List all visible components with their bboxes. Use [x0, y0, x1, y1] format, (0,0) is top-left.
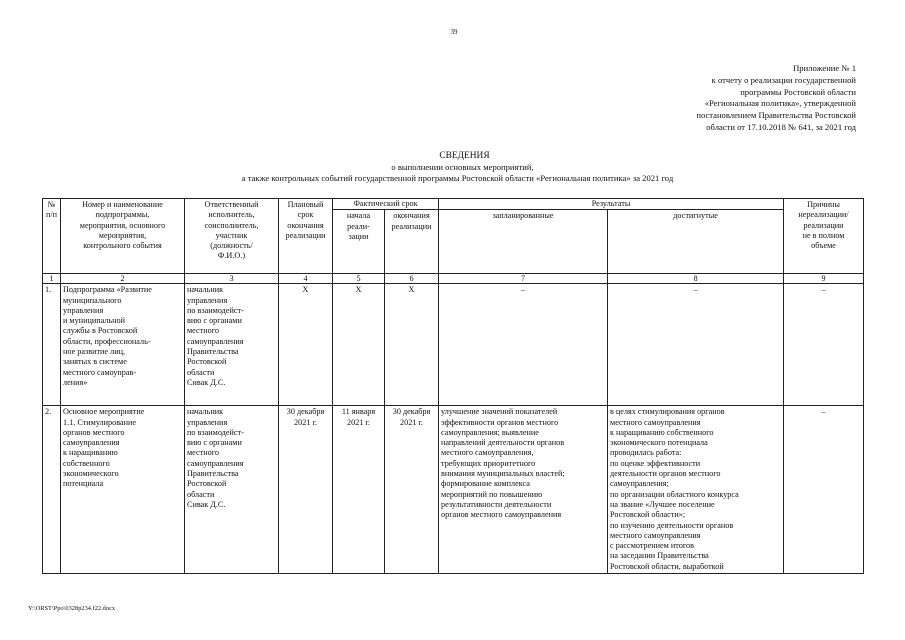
header-actual-group: Фактический срок — [333, 199, 439, 210]
text-line: с рассмотрением итогов — [610, 541, 694, 551]
header-results-group: Результаты — [439, 199, 784, 210]
row-results-achieved: – — [608, 284, 784, 406]
text-line: на звание «Лучшее поселение — [610, 499, 715, 509]
text-line: нереализации/ — [798, 210, 849, 220]
text-line: эффективности органов местного — [441, 417, 559, 427]
row-results-planned — [439, 406, 608, 574]
text-line: Подпрограмма «Развитие — [63, 285, 152, 295]
text-line: самоуправления; выявление — [441, 427, 539, 437]
row-actual-start — [333, 406, 385, 574]
text-line: реали- — [347, 221, 370, 231]
text-line: местного самоуправления — [610, 530, 701, 540]
row-results-achieved — [608, 406, 784, 574]
text-line: органов местного — [63, 427, 125, 437]
text-line: области — [187, 489, 215, 499]
column-number: 3 — [185, 274, 279, 284]
document-heading — [0, 151, 905, 184]
appendix-line: к отчету о реализации государственной — [711, 74, 856, 85]
header-results-planned: запланированные — [439, 210, 608, 274]
text-line: самоуправления — [187, 458, 244, 468]
text-line: объеме — [811, 241, 836, 251]
page-number: 39 — [450, 28, 458, 36]
text-line: вию с органами — [187, 438, 242, 448]
text-line: местного самоуправления, — [441, 448, 534, 458]
text-line: формирование комплекса — [441, 479, 530, 489]
text-line: Ф.И.О.) — [217, 251, 246, 261]
column-number: 8 — [608, 274, 784, 284]
row-responsible — [185, 406, 279, 574]
text-line: начальник — [187, 285, 224, 295]
text-line: зации — [348, 231, 369, 241]
text-line: Основное мероприятие — [63, 407, 145, 417]
text-line: Сивак Д.С. — [187, 499, 226, 509]
text-line: занятых в системе — [63, 357, 127, 367]
text-line: 2021 г. — [294, 417, 317, 427]
row-results-planned: – — [439, 284, 608, 406]
text-line: окончания — [393, 211, 430, 221]
row-actual-end: Х — [385, 284, 439, 406]
header-num: № п/п — [43, 199, 61, 274]
text-line: к наращиванию собственного — [610, 427, 714, 437]
text-line: реализации — [285, 230, 326, 240]
text-line: Ростовской области, выработкой — [610, 561, 724, 571]
text-line: муниципального — [63, 295, 122, 305]
text-line: Правительства — [187, 347, 239, 357]
text-line: начала — [346, 211, 371, 221]
text-line: экономического потенциала — [610, 438, 708, 448]
text-line: исполнитель, — [208, 210, 255, 220]
file-path: Y:\ORST\Ppo\0328p234.f22.docx — [28, 605, 116, 612]
text-line: местного — [187, 448, 219, 458]
text-line: самоуправления — [63, 438, 120, 448]
text-line: результативности деятельности — [441, 499, 552, 509]
text-line: не в полном — [802, 230, 845, 240]
text-line: реализации — [391, 221, 432, 231]
text-line: Ростовской — [187, 479, 227, 489]
text-line: мероприятий по повышению — [441, 489, 543, 499]
text-line: срок — [297, 210, 314, 220]
text-line: ления» — [63, 377, 88, 387]
text-line: самоуправления — [187, 336, 244, 346]
text-line: по взаимодейст- — [187, 305, 244, 315]
row-reasons: – — [784, 406, 864, 574]
text-line: проводилась работа: — [610, 448, 682, 458]
text-line: управления — [187, 295, 228, 305]
appendix-line: «Региональная политика», утвержденной — [704, 98, 856, 109]
text-line: мероприятия, основного — [79, 220, 166, 230]
row-name — [61, 406, 185, 574]
text-line: контрольного события — [83, 241, 162, 251]
text-line: 2021 г. — [347, 417, 370, 427]
text-line: управления — [187, 417, 228, 427]
appendix-line: области от 17.10.2018 № 641, за 2021 год — [706, 121, 856, 132]
row-reasons: – — [784, 284, 864, 406]
text-line: и муниципальной — [63, 316, 125, 326]
text-line: по взаимодейст- — [187, 427, 244, 437]
text-line: подпрограммы, — [95, 210, 150, 220]
text-line: 30 декабря — [392, 407, 431, 417]
row-planned: Х — [279, 284, 333, 406]
header-actual-end — [385, 210, 439, 274]
row-planned — [279, 406, 333, 574]
text-line: Причины — [807, 200, 840, 209]
text-line: области, профессиональ- — [63, 336, 151, 346]
text-line: к наращиванию — [63, 448, 118, 458]
appendix-line: программы Ростовской области — [740, 86, 856, 97]
heading-subtitle: о выполнении основных мероприятий, — [391, 162, 534, 172]
row-actual-end — [385, 406, 439, 574]
header-actual-start — [333, 210, 385, 274]
text-line: 2021 г. — [400, 417, 423, 427]
text-line: самоуправления; — [610, 479, 669, 489]
column-number-row — [43, 274, 864, 284]
text-line: управления — [63, 305, 104, 315]
column-number: 5 — [333, 274, 385, 284]
text-line: местного — [187, 326, 219, 336]
text-line: органов местного самоуправления — [441, 510, 562, 520]
text-line: Ростовской области»; — [610, 510, 686, 520]
text-line: потенциала — [63, 479, 104, 489]
text-line: направлений деятельности органов — [441, 438, 565, 448]
text-line: по изучению деятельности органов — [610, 520, 734, 530]
text-line: по оценке эффективности — [610, 458, 701, 468]
column-number: 6 — [385, 274, 439, 284]
row-actual-start: Х — [333, 284, 385, 406]
text-line: области — [187, 367, 215, 377]
column-number: 1 — [43, 274, 61, 284]
text-line: на заседании Правительства — [610, 551, 709, 561]
text-line: по организации областного конкурса — [610, 489, 739, 499]
text-line: внимания муниципальных властей; — [441, 469, 565, 479]
text-line: окончания — [287, 220, 324, 230]
table-header-row — [43, 199, 864, 210]
appendix-line: Приложение № 1 — [793, 63, 856, 73]
column-number: 9 — [784, 274, 864, 284]
row-responsible — [185, 284, 279, 406]
text-line: реализации — [803, 220, 844, 230]
text-line: местного самоуправления — [610, 417, 701, 427]
text-line: 1.1. Стимулирование — [63, 417, 136, 427]
text-line: ное развитие лиц, — [63, 347, 126, 357]
text-line: местного самоуправ- — [63, 367, 137, 377]
heading-subtitle-2: а также контрольных событий государственной программы Ростовской области «Региональная политика» за 2021 год — [241, 173, 674, 183]
events-table — [42, 198, 864, 574]
header-planned — [279, 199, 333, 274]
text-line: соисполнитель, — [204, 220, 259, 230]
row-name — [61, 284, 185, 406]
text-line: улучшение значений показателей — [441, 407, 558, 417]
appendix-line: постановлением Правительства Ростовской — [696, 110, 856, 121]
text-line: Сивак Д.С. — [187, 377, 226, 387]
text-line: 30 декабря — [286, 407, 325, 417]
text-line: экономического — [63, 469, 119, 479]
text-line: Ростовской — [187, 357, 227, 367]
text-line: (должность/ — [210, 241, 253, 251]
column-number: 7 — [439, 274, 608, 284]
header-results-achieved: достигнутые — [608, 210, 784, 274]
text-line: службы в Ростовской — [63, 326, 138, 336]
text-line: деятельности органов местного — [610, 469, 721, 479]
table-row — [43, 406, 864, 574]
text-line: Номер и наименование — [82, 200, 163, 209]
text-line: Плановый — [287, 200, 324, 209]
text-line: участник — [215, 230, 248, 240]
heading-title: СВЕДЕНИЯ — [439, 151, 490, 161]
text-line: начальник — [187, 407, 224, 417]
table-row — [43, 284, 864, 406]
text-line: мероприятия, — [98, 230, 147, 240]
text-line: 11 января — [341, 407, 376, 417]
text-line: вию с органами — [187, 316, 242, 326]
text-line: в целях стимулирования органов — [610, 407, 725, 417]
header-name — [61, 199, 185, 274]
column-number: 2 — [61, 274, 185, 284]
column-number: 4 — [279, 274, 333, 284]
appendix-note — [626, 63, 856, 134]
row-num: 2. — [43, 406, 61, 574]
row-num: 1. — [43, 284, 61, 406]
header-responsible — [185, 199, 279, 274]
text-line: Ответственный — [204, 200, 259, 209]
text-line: требующих приоритетного — [441, 458, 536, 468]
header-reasons — [784, 199, 864, 274]
text-line: Правительства — [187, 469, 239, 479]
text-line: собственного — [63, 458, 110, 468]
